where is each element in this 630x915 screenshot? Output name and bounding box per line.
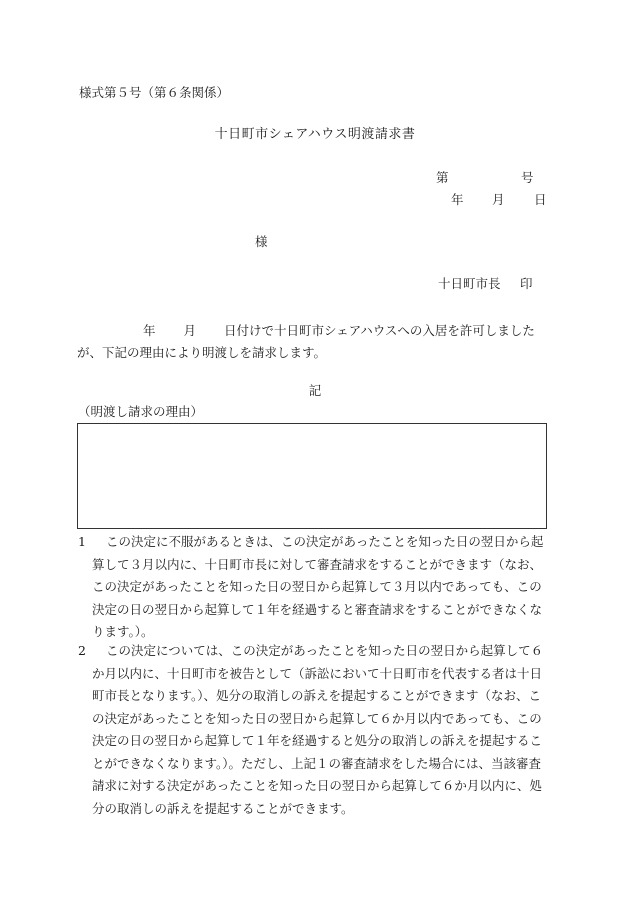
notice-text: この決定に不服があるときは、この決定があったことを知った日の翌日から起算して３月以内に、十日町市長に対して審査請求をすることができます（なお、この決定があったことを知った日の翌日から起算して３月以内であっても、この決定の日の翌日から起算して１年を経過すると審査請求をすることができなくなります。）。 bbox=[92, 534, 544, 639]
document-number-prefix: 第 bbox=[436, 170, 449, 185]
date-month-label: 月 bbox=[492, 192, 505, 207]
issuer-name: 十日町市長 bbox=[438, 276, 501, 291]
document-number-suffix: 号 bbox=[521, 170, 534, 185]
notice-text: この決定については、この決定があったことを知った日の翌日から起算して６か月以内に、十日町市を被告として（訴訟において十日町市を代表する者は十日町市長となります。）、処分の取消しの訴えを提起することができます（なお、この決定があったことを知った日の翌日から起算して６か月以内であっても、この決定の日の翌日から起算して１年を経過すると処分の取消しの訴えを提起することができなくなります。）。ただし、上記１の審査請求をした場合には、当該審査請求に対する決定があったことを知った日の翌日から起算して６か月以内に、処分の取消しの訴えを提起することができます。 bbox=[92, 643, 544, 816]
date-day-label: 日 bbox=[534, 192, 547, 207]
reason-label: （明渡し請求の理由） bbox=[78, 404, 204, 419]
issuer-seal: 印 bbox=[520, 276, 533, 291]
notice-number: 2 bbox=[78, 643, 86, 658]
body-paragraph bbox=[77, 320, 550, 364]
document-title: 十日町市シェアハウス明渡請求書 bbox=[214, 127, 416, 142]
ki-heading: 記 bbox=[308, 383, 322, 398]
notice-item bbox=[78, 640, 551, 820]
body-text: 日付けで十日町市シェアハウスへの入居を許可しましたが、下記の理由により明渡しを請求します。 bbox=[77, 323, 535, 360]
addressee-honorific: 様 bbox=[255, 234, 268, 249]
date-year-label: 年 bbox=[451, 192, 464, 207]
form-number: 様式第５号（第６条関係） bbox=[79, 85, 230, 100]
body-year-label: 年 bbox=[143, 323, 156, 338]
body-month-label: 月 bbox=[183, 323, 197, 338]
notice-number: 1 bbox=[78, 534, 86, 549]
notice-item bbox=[78, 531, 551, 644]
reason-box[interactable] bbox=[77, 423, 547, 529]
